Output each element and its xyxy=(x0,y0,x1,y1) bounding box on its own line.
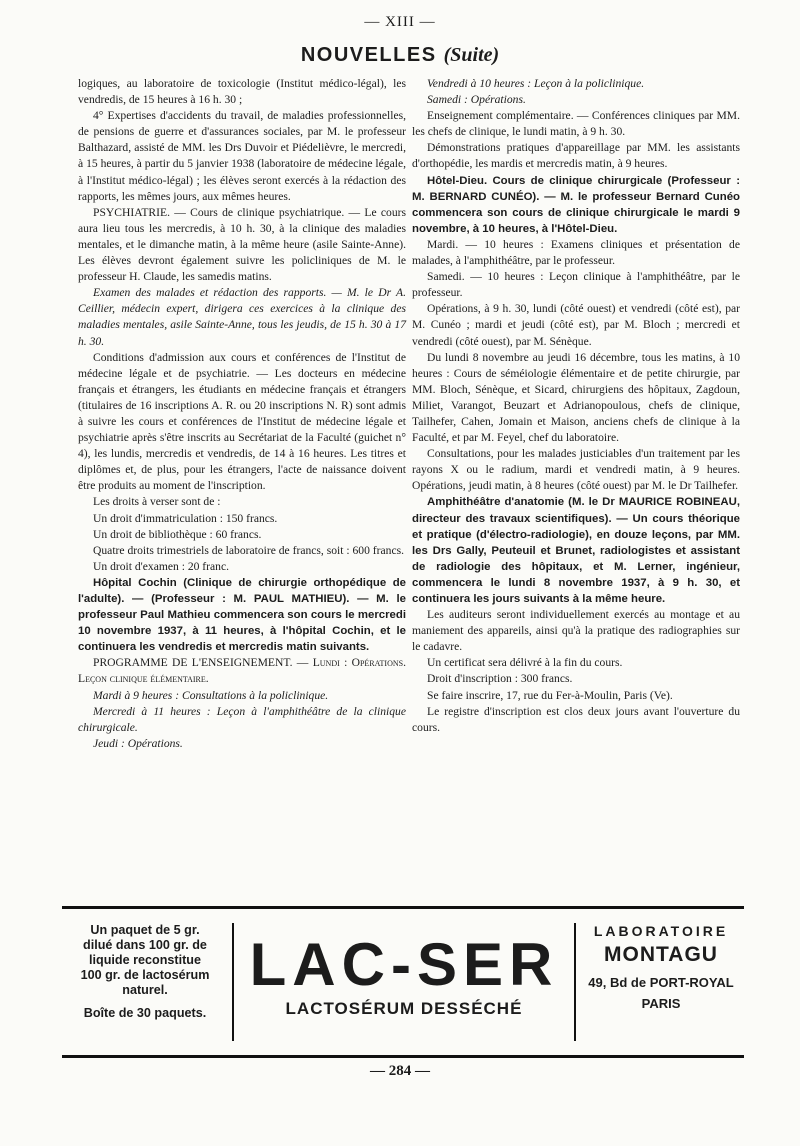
paragraph: Droit d'inscription : 300 francs. xyxy=(427,672,573,686)
paragraph: Conditions d'admission aux cours et conférences de l'Institut de médecine légale et de psychiatrie. — Les docteurs en médecine français et étrangers, les étudiants en médecine français et étrangers (titulaires de 16 inscriptions A. R. ou 20 inscriptions N. R) sont admis à suivre les cours et conférences de l'Institut de médecine légale et psychiatrie après s'être inscrits au Secrétariat de la Faculté (guichet n° 4), les lundis, mercredis et vendredis, de 14 à 16 heures. Les titres et diplômes et, de plus, pour les étrangers, l'acte de naissance doivent être produits au moment de l'inscription. xyxy=(78,350,406,493)
bottom-page-number: — 284 — xyxy=(370,1063,430,1079)
paragraph: Samedi : Opérations. xyxy=(427,93,526,107)
ad-lab-city: PARIS xyxy=(641,996,681,1011)
paragraph: Opérations, à 9 h. 30, lundi (côté ouest) et vendredi (côté est), par M. Cunéo ; mardi et jeudi (côté est), par M. Bloch ; mercredi et vendredi (côté ouest), par M. Sénèque. xyxy=(412,302,740,348)
paragraph: Mardi. — 10 heures : Examens cliniques et présentation de malades, à l'amphithéâtre, par le professeur. xyxy=(412,237,740,268)
advertisement xyxy=(62,906,744,1058)
paragraph: 4° Expertises d'accidents du travail, de maladies professionnelles, de pensions de guerre et d'assurances sociales, par M. le professeur Balthazard, assisté de MM. les Drs Duvoir et Piédelièvre, le mercredi, à 15 heures, à partir du 5 janvier 1938 (laboratoire de médecine légale, à l'Institut médico-légal) ; les élèves seront exercés à la rédaction des rapports, les mêmes jours, aux mêmes heures. xyxy=(78,109,406,203)
paragraph: Un droit d'immatriculation : 150 francs. xyxy=(93,511,278,525)
paragraph: Quatre droits trimestriels de laboratoire de francs, soit : 600 francs. xyxy=(93,543,404,557)
paragraph: PSYCHIATRIE. — Cours de clinique psychiatrique. — Le cours aura lieu tous les mercredis, à 10 h. 30, à la clinique des maladies mentales, et le dimanche matin, à la même heure (asile Sainte-Anne). Les élèves devront également suivre les policliniques de M. le professeur H. Claude, les samedis matins. xyxy=(78,205,406,284)
section-heading: Amphithéâtre d'anatomie (M. le Dr MAURICE ROBINEAU, directeur des travaux scientifiques). — Un cours théorique et pratique (d'électro-radiologie), en douze leçons, par MM. les Drs Gally, Peuteuil et Brunet, radiologistes et assistant de radiologie des hôpitaux, et M. Lerner, ingénieur, commencera le lundi 8 novembre 1937, à 9 h. 30, et continuera les jours suivants à la même heure. xyxy=(412,496,740,605)
paragraph: Samedi. — 10 heures : Leçon clinique à l'amphithéâtre, par le professeur. xyxy=(412,270,740,300)
paragraph: Mardi à 9 heures : Consultations à la policlinique. xyxy=(93,688,329,702)
paragraph: PROGRAMME DE L'ENSEIGNEMENT. — Lundi : Opérations. Leçon clinique élémentaire. xyxy=(78,656,406,686)
paragraph: Du lundi 8 novembre au jeudi 16 décembre, tous les matins, à 10 heures : Cours de séméiologie élémentaire et de petite chirurgie, par MM. Bloch, Sénèque, et Sicard, chirurgiens des hôpitaux, Zagdoun, Miliet, Varangot, Beuzart et Adrianopoulous, chefs de clinique, Tailhefer, Cahen, Jomain et Maison, anciens chefs de clinique à la Faculté, et par M. Feyel, chef du laboratoire. xyxy=(412,350,740,445)
paragraph: Un certificat sera délivré à la fin du cours. xyxy=(427,656,623,670)
paragraph: Un droit de bibliothèque : 60 francs. xyxy=(93,527,262,541)
ad-text-line: liquide reconstitue xyxy=(89,953,201,967)
paragraph: Vendredi à 10 heures : Leçon à la policlinique. xyxy=(427,77,645,90)
ad-brand-subtitle: LACTOSÉRUM DESSÉCHÉ xyxy=(285,999,523,1018)
ad-lab-name: MONTAGU xyxy=(604,943,718,966)
title-suffix: (Suite) xyxy=(443,44,500,66)
ad-text-line: Un paquet de 5 gr. xyxy=(90,923,200,937)
section-heading: Hôpital Cochin (Clinique de chirurgie orthopédique de l'adulte). — (Professeur : M. PAUL MATHIEU). — M. le professeur Paul Mathieu commencera son cours le mercredi 10 novembre 1937, à 11 heures, à l'hôpital Cochin, et le continuera les vendredis et mercredis matin suivants. xyxy=(78,576,406,654)
paragraph: Se faire inscrire, 17, rue du Fer-à-Moulin, Paris (Ve). xyxy=(427,688,673,702)
ad-lab-label: LABORATOIRE xyxy=(593,923,729,939)
ad-description xyxy=(62,923,228,1041)
paragraph: Le registre d'inscription est clos deux jours avant l'ouverture du cours. xyxy=(412,704,740,734)
ad-package-note: Boîte de 30 paquets. xyxy=(83,1006,207,1020)
page-title xyxy=(0,44,800,67)
paragraph: Les droits à verser sont de : xyxy=(93,495,221,509)
paragraph: Mercredi à 11 heures : Leçon à l'amphithéâtre de la clinique chirurgicale. xyxy=(78,704,406,734)
paragraph: Enseignement complémentaire. — Conférences cliniques par MM. les chefs de clinique, le lundi matin, à 9 h. 30. xyxy=(412,109,740,139)
ad-text-line: 100 gr. de lactosérum xyxy=(80,968,210,982)
ad-brand-name: LAC-SER xyxy=(249,931,559,998)
paragraph: Jeudi : Opérations. xyxy=(93,736,183,750)
paragraph: Examen des malades et rédaction des rapports. — M. le Dr A. Ceillier, médecin expert, dirigera ces exercices à la clinique des maladies mentales, asile Sainte-Anne, tous les jeudis, de 15 h. 30 à 17 h. 30. xyxy=(78,286,406,348)
ad-brand-box xyxy=(232,923,576,1041)
ad-text-line: naturel. xyxy=(122,983,168,997)
paragraph: Un droit d'examen : 20 franc. xyxy=(93,559,230,573)
paragraph: Les auditeurs seront individuellement exercés au montage et au maniement des appareils, ainsi qu'à la pratique des radiographies sur le cadavre. xyxy=(412,608,740,654)
ad-lab-address: 49, Bd de PORT-ROYAL xyxy=(588,975,734,990)
ad-laboratory xyxy=(578,923,744,1011)
paragraph: logiques, au laboratoire de toxicologie (Institut médico-légal), les vendredis, de 15 heures à 16 h. 30 ; xyxy=(78,77,406,107)
top-page-number: — XIII — xyxy=(364,14,436,30)
right-column xyxy=(412,76,740,736)
section-heading: Hôtel-Dieu. Cours de clinique chirurgicale (Professeur : M. BERNARD CUNÉO). — M. le professeur Bernard Cunéo commencera son cours de clinique chirurgicale le mardi 9 novembre, à 10 heures, à l'Hôtel-Dieu. xyxy=(412,174,740,235)
paragraph: Démonstrations pratiques d'appareillage par MM. les assistants d'orthopédie, les mardis et mercredis matin, à 9 heures. xyxy=(412,141,740,171)
paragraph: Consultations, pour les malades justiciables d'un traitement par les rayons X ou le radium, mardi et vendredi matin, à 9 heures. Opérations, jeudi matin, à 8 heures (côté ouest) par M. le Dr Tailhefer. xyxy=(412,447,740,493)
title-text: NOUVELLES xyxy=(300,44,437,66)
ad-text-line: dilué dans 100 gr. de xyxy=(83,938,207,952)
left-column xyxy=(78,76,406,752)
